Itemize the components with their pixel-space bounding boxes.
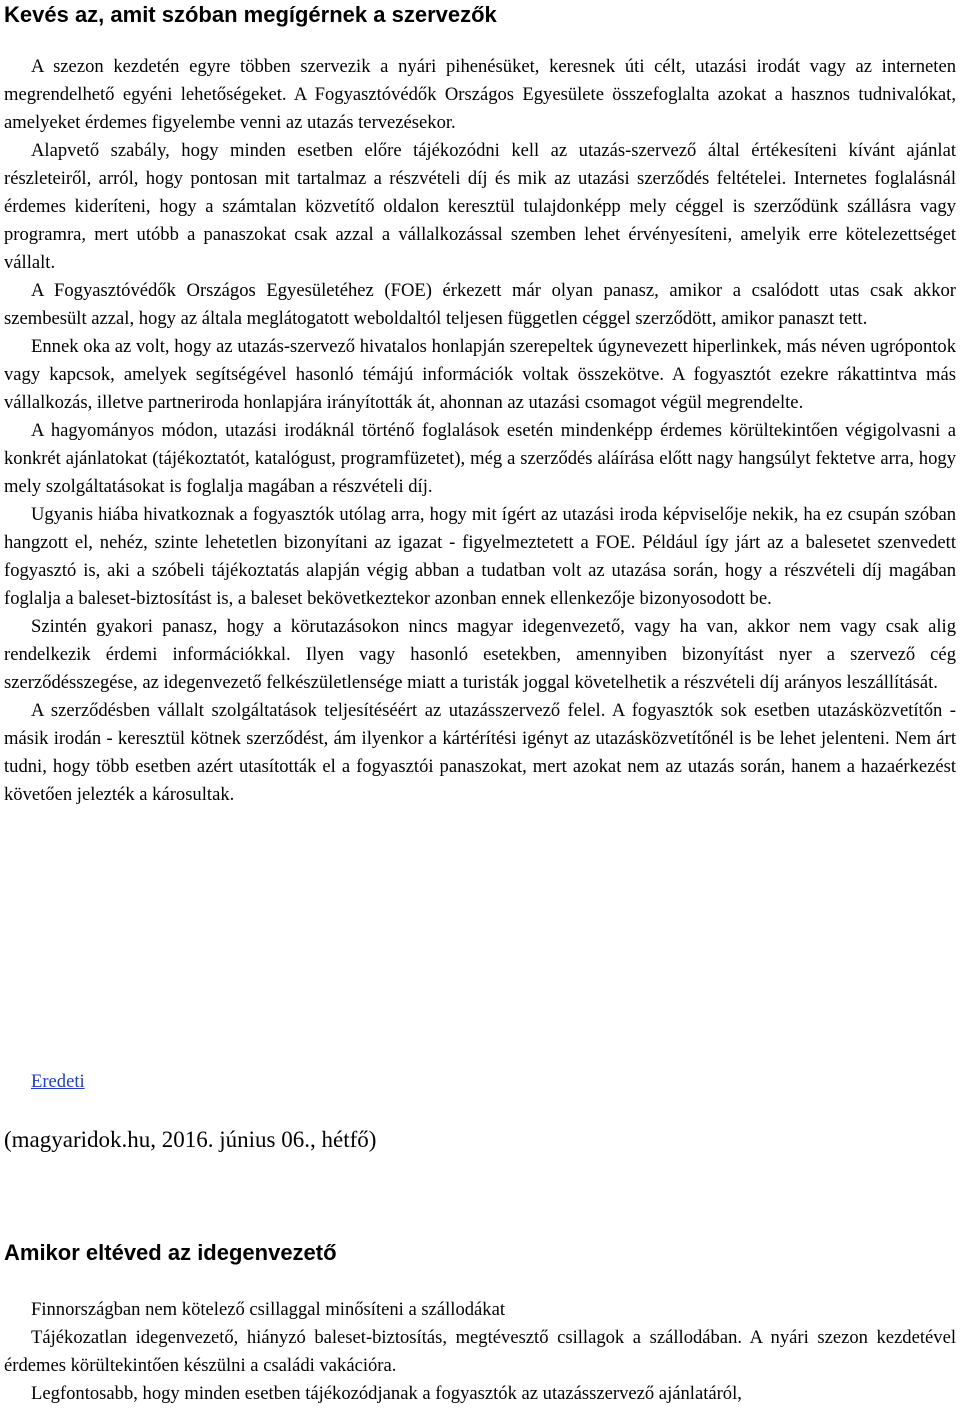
paragraph: A szezon kezdetén egyre többen szervezik a nyári pihenésüket, keresnek úti célt, utazási irodát vagy az interneten megrendelhető egyéni lehetőségeket. A Fogyasztóvédők Országos Egyesülete összefoglalta azokat a hasznos tudnivalókat, amelyeket érdemes figyelembe venni az utazás tervezésekor. (4, 56, 956, 133)
paragraph: Alapvető szabály, hogy minden esetben előre tájékozódni kell az utazás-szervező által értékesíteni kívánt ajánlat részleteiről, arról, hogy pontosan mit tartalmaz a részvételi díj és mik az utazási szerződés feltételei. Internetes foglalásnál érdemes kideríteni, hogy a számtalan közvetítő oldalon keresztül tulajdonképp mely céggel is szerződünk szállásra vagy programra, mert utóbb a panaszokat csak azzal a vállalkozással szemben lehet érvényesíteni, amelyik erre kötelezettséget vállalt. (4, 140, 956, 273)
article-title: Kevés az, amit szóban megígérnek a szervezők (4, 2, 497, 27)
paragraph: Tájékozatlan idegenvezető, hiányzó baleset-biztosítás, megtévesztő csillagok a szállodában. A nyári szezon kezdetével érdemes körültekintően készülni a családi vakációra. (4, 1327, 956, 1376)
paragraph: A szerződésben vállalt szolgáltatások teljesítéséért az utazásszervező felel. A fogyasztók sok esetben utazásközvetítőn - másik irodán - keresztül kötnek szerződést, ám ilyenkor a kártérítési igényt az utazásközvetítőnél is be lehet jelenteni. Nem árt tudni, hogy több esetben azért utasították el a fogyasztói panaszokat, mert azokat nem az utazás során, hanem a hazaérkezést követően jelezték a károsultak. (4, 700, 956, 805)
article-body (4, 1296, 956, 1408)
source-citation: (magyaridok.hu, 2016. június 06., hétfő) (4, 1127, 377, 1152)
paragraph: Ugyanis hiába hivatkoznak a fogyasztók utólag arra, hogy mit ígért az utazási iroda képviselője nekik, ha ez csupán szóban hangzott el, nehéz, szinte lehetetlen bizonyítani az igazat - figyelmeztetett a FOE. Például így járt az a balesetet szenvedett fogyasztó is, aki a szóbeli tájékoztatás alapján végig abban a tudatban volt az utazása során, hogy a részvételi díj magában foglalja a baleset-biztosítást is, a baleset bekövetkeztekor azonban ennek ellenkezője bizonyosodott be. (4, 504, 956, 609)
paragraph: Szintén gyakori panasz, hogy a körutazásokon nincs magyar idegenvezető, vagy ha van, akkor nem vagy csak alig rendelkezik érdemi információkkal. Ilyen vagy hasonló esetekben, amennyiben bizonyítást nyer a szervező cég szerződésszegése, az idegenvezető felkészületlensége miatt a turisták joggal követelhetik a részvételi díj arányos leszállítását. (4, 616, 956, 693)
paragraph: A hagyományos módon, utazási irodáknál történő foglalások esetén mindenképp érdemes körültekintően végigolvasni a konkrét ajánlatokat (tájékoztatót, katalógust, programfüzetet), még a szerződés aláírása előtt nagy hangsúlyt fektetve arra, hogy mely szolgáltatásokat is foglalja magában a részvételi díj. (4, 420, 956, 497)
original-article-link[interactable]: Eredeti (31, 1071, 85, 1092)
article-title: Amikor eltéved az idegenvezető (4, 1240, 337, 1265)
paragraph: Legfontosabb, hogy minden esetben tájékozódjanak a fogyasztók az utazásszervező ajánlatáról, (31, 1383, 742, 1404)
paragraph: A Fogyasztóvédők Országos Egyesületéhez (FOE) érkezett már olyan panasz, amikor a csalódott utas csak akkor szembesült azzal, hogy az általa meglátogatott weboldaltól teljesen független céggel szerződött, amikor panaszt tett. (4, 280, 956, 329)
paragraph: Ennek oka az volt, hogy az utazás-szervező hivatalos honlapján szerepeltek úgynevezett hiperlinkek, más néven ugrópontok vagy kapcsok, amelyek segítségével hasonló témájú információk voltak összekötve. A fogyasztót ezekre rákattintva más vállalkozás, illetve partneriroda honlapjára irányították át, ahonnan az utazási csomagot végül megrendelte. (4, 336, 956, 413)
article-body (4, 53, 956, 809)
source-link-row (31, 1068, 85, 1096)
paragraph: Finnországban nem kötelező csillaggal minősíteni a szállodákat (31, 1299, 506, 1320)
